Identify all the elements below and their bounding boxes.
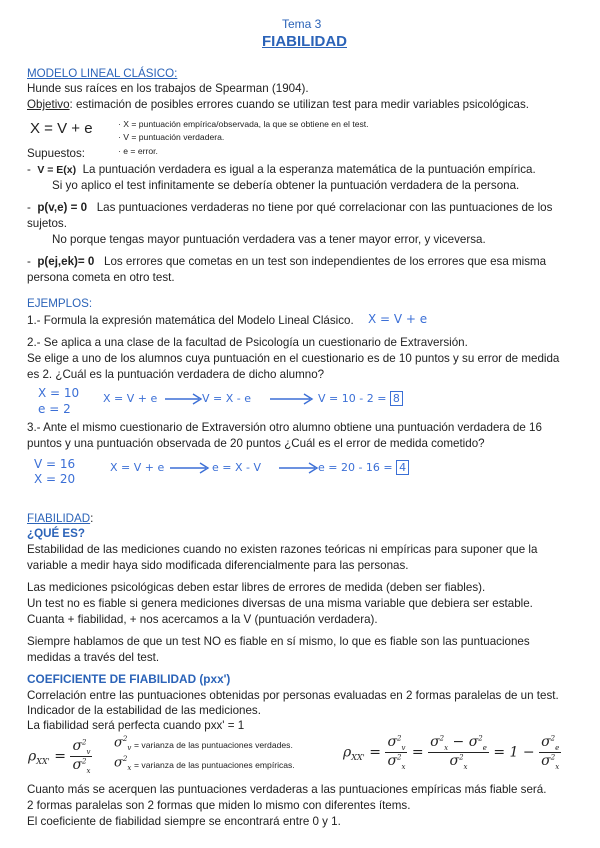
formula-def-v: · V = puntuación verdadera.: [118, 132, 225, 142]
supuesto-2-text: Las puntuaciones verdaderas no tiene por qué correlacionar con las puntuaciones de los: [96, 201, 553, 214]
supuesto-3-label: p(ej,ek)= 0: [37, 255, 95, 268]
ejemplo-2-given-x: X = 10: [38, 386, 80, 400]
text-line: Un test no es fiable si genera mediciones diversas de una misma variable que debiera ser estable.: [27, 597, 533, 610]
supuestos-label: Supuestos:: [27, 147, 86, 160]
model-formula: X = V + e: [30, 120, 93, 137]
ejemplo-3-line2: puntos y una puntuación observada de 20 puntos ¿Cuál es el error de medida cometido?: [27, 437, 485, 450]
text-line: Correlación entre las puntuaciones obtenidas por personas evaluadas en 2 formas paralelas de un test.: [27, 689, 559, 702]
ejemplo-2-line1: 2.- Se aplica a una clase de la facultad de Psicología un cuestionario de Extraversión.: [27, 336, 468, 349]
supuesto-3-cont: persona cometa en otro test.: [27, 271, 175, 284]
ejemplo-3-step-3-text: e = 20 - 16 =: [318, 461, 393, 474]
ejemplo-1: 1.- Formula la expresión matemática del Modelo Lineal Clásico.: [27, 314, 354, 327]
arrow-icon: [168, 461, 212, 475]
ejemplo-3-step-2: e = X - V: [212, 461, 262, 474]
var-v-def: = varianza de las puntuaciones verdades.: [134, 740, 293, 750]
bullet: -: [27, 201, 38, 214]
formula-def-x: · X = puntuación empírica/observada, la que se obtiene en el test.: [118, 119, 369, 129]
objetivo-text: : estimación de posibles errores cuando se utilizan test para medir variables psicológicas.: [69, 98, 530, 111]
ejemplo-3-step-3: [318, 461, 409, 474]
ejemplo-2-step-3: [318, 392, 403, 405]
rho-expanded-formula: $\rho_{XX'}$ = $\frac{\sigma^2_v}{\sigma^2_x}$ = $\frac{\sigma^2_x - \sigma^2_e}{\sigma^2_x}$ = 1 − $\frac{\sigma^2_e}{\sigma^2_x}$: [343, 734, 560, 771]
text-line: Hunde sus raíces en los trabajos de Spearman (1904).: [27, 82, 309, 95]
fraction: $\frac{\sigma^2_v}{\sigma^2_x}$: [72, 738, 91, 775]
text-line: Siempre hablamos de que un test NO es fiable en sí mismo, lo que es fiable son las puntuaciones: [27, 635, 530, 648]
section-heading-fiabilidad: [27, 511, 93, 526]
ejemplo-3-step-1: X = V + e: [110, 461, 165, 474]
fraction: $\frac{\sigma^2_e}{\sigma^2_x}$: [541, 734, 560, 771]
text-line: Cuanto más se acerquen las puntuaciones verdaderas a las puntuaciones empíricas más fiable será.: [27, 783, 547, 796]
text-line: Estabilidad de las mediciones cuando no existen razones teóricas ni empíricas para suponer que la: [27, 543, 538, 556]
arrow-icon: [163, 392, 205, 406]
supuesto-2-label: p(v,e) = 0: [37, 201, 88, 214]
arrow-icon: [277, 461, 321, 475]
supuesto-1: [27, 162, 536, 178]
text-line: Cuanta + fiabilidad, + nos acercamos a la V (puntuación verdadera).: [27, 613, 378, 626]
arrow-icon: [268, 392, 316, 406]
supuesto-1-label: V = E(x): [37, 164, 77, 176]
supuesto-2-cont: sujetos.: [27, 217, 67, 230]
fiabilidad-heading-colon: :: [90, 512, 94, 525]
ejemplo-2-answer: 8: [390, 391, 403, 406]
page-title: FIABILIDAD: [262, 33, 347, 50]
supuesto-1-sub: Si yo aplico el test infinitamente se debería obtener la puntuación verdadera de la persona.: [52, 179, 520, 192]
supuesto-2: [27, 200, 552, 215]
var-x-def: = varianza de las puntuaciones empíricas.: [134, 760, 295, 770]
ejemplo-3-line1: 3.- Ante el mismo cuestionario de Extraversión otro alumno obtiene una puntuación verdadera de 16: [27, 421, 542, 434]
supuesto-1-text: La puntuación verdadera es igual a la esperanza matemática de la puntuación empírica.: [82, 163, 536, 176]
ejemplo-2-given-e: e = 2: [38, 402, 71, 416]
ejemplo-2-line2: Se elige a uno de los alumnos cuya puntuación en el cuestionario es de 10 puntos y su error de medida: [27, 352, 560, 365]
objetivo-line: [27, 97, 529, 112]
bullet: -: [27, 163, 38, 176]
text-line: El coeficiente de fiabilidad siempre se encontrará entre 0 y 1.: [27, 815, 341, 828]
ejemplo-3-given-v: V = 16: [34, 457, 76, 471]
text-line: medidas a través del test.: [27, 651, 160, 664]
rho-formula: $\rho_{XX'}$ = $\frac{\sigma^2_v}{\sigma^2_x}$: [28, 738, 91, 775]
objetivo-label: Objetivo: [27, 98, 70, 111]
supuesto-3: [27, 254, 546, 269]
sigma-x-symbol: $\sigma^2_x$: [114, 755, 132, 772]
ejemplo-2-step-3-text: V = 10 - 2 =: [318, 392, 387, 405]
ejemplo-2-step-1: X = V + e: [103, 392, 158, 405]
ejemplo-1-answer: X = V + e: [368, 312, 428, 326]
formula-def-e: · e = error.: [118, 146, 158, 156]
ejemplo-2-step-2: V = X - e: [202, 392, 252, 405]
coeficiente-heading: COEFICIENTE DE FIABILIDAD (pxx'): [27, 672, 231, 686]
text-line: 2 formas paralelas son 2 formas que miden lo mismo con diferentes ítems.: [27, 799, 411, 812]
section-heading-modelo: MODELO LINEAL CLÁSICO:: [27, 67, 178, 80]
text-line: variable a medir haya sido modificada diferencialmente para las personas.: [27, 559, 409, 572]
bullet: -: [27, 255, 38, 268]
fiabilidad-heading-text: FIABILIDAD: [27, 512, 91, 525]
sigma-v-symbol: $\sigma^2_v$: [114, 735, 132, 752]
ejemplo-3-answer: 4: [396, 460, 409, 475]
ejemplo-2-line3: es 2. ¿Cuál es la puntuación verdadera de dicho alumno?: [27, 368, 325, 381]
text-line: La fiabilidad será perfecta cuando pxx' = 1: [27, 719, 245, 732]
supuesto-2-sub: No porque tengas mayor puntuación verdadera vas a tener mayor error, y viceversa.: [52, 233, 486, 246]
fraction: $\frac{\sigma^2_v}{\sigma^2_x}$: [387, 734, 406, 771]
ejemplo-3-given-x: X = 20: [34, 472, 76, 486]
que-es-heading: ¿QUÉ ES?: [27, 527, 85, 540]
fraction: $\frac{\sigma^2_x - \sigma^2_e}{\sigma^2_x}$: [430, 734, 487, 771]
supuesto-3-text: Los errores que cometas en un test son independientes de los errores que esa misma: [104, 255, 547, 268]
text-line: Las mediciones psicológicas deben estar libres de errores de medida (deben ser fiables).: [27, 581, 486, 594]
section-heading-ejemplos: EJEMPLOS:: [27, 297, 93, 310]
topic-number: Tema 3: [282, 17, 322, 31]
text-line: Indicador de la estabilidad de las mediciones.: [27, 704, 261, 717]
